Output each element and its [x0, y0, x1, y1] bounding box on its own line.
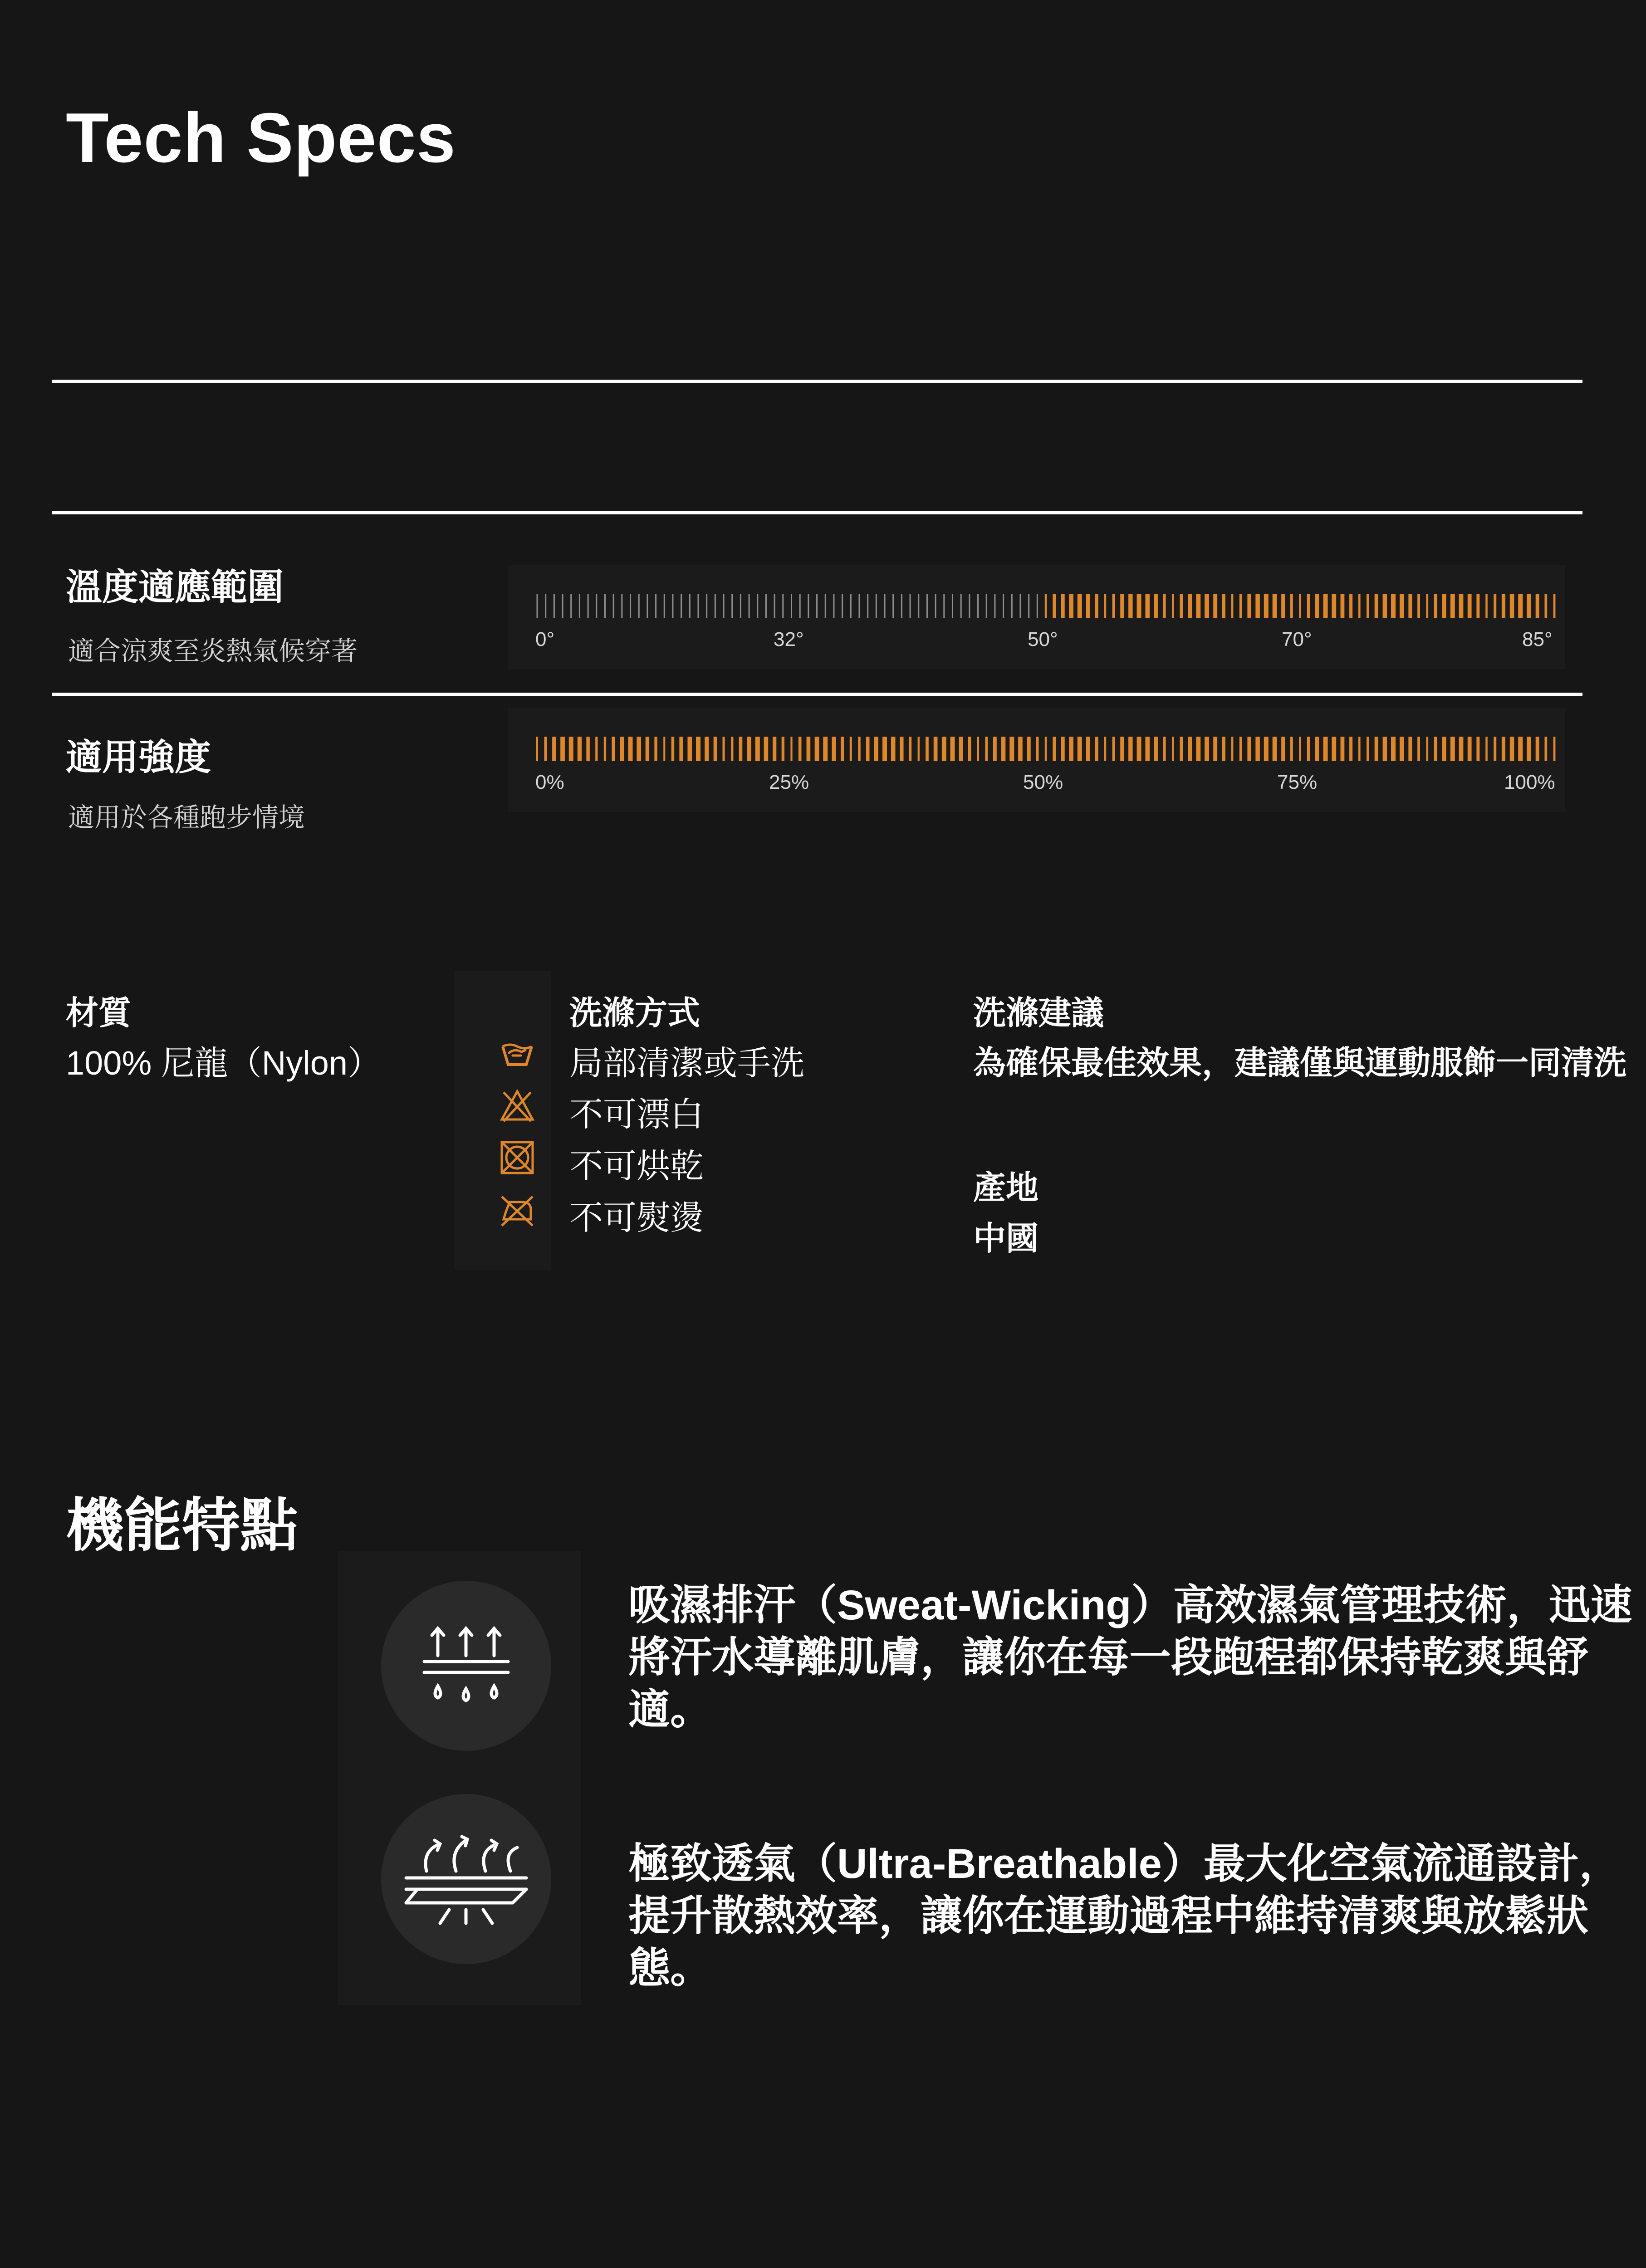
temperature-tick-label: 85° [1522, 628, 1553, 650]
care-label: 洗滌方式 [569, 995, 701, 1031]
care-item: 不可烘乾 [569, 1147, 704, 1185]
intensity-tick-label: 50% [1023, 771, 1063, 793]
temperature-tick-label: 0° [535, 628, 555, 650]
intensity-subtitle: 適用於各種跑步情境 [68, 803, 305, 832]
features-title: 機能特點 [66, 1493, 299, 1558]
temperature-tick-label: 70° [1282, 628, 1312, 650]
hand-wash-icon [499, 1036, 535, 1073]
page-title: Tech Specs [66, 98, 456, 177]
intensity-tick-label: 25% [769, 771, 809, 793]
intensity-title: 適用強度 [66, 737, 211, 777]
breathable-badge [381, 1794, 551, 1964]
material-label: 材質 [66, 995, 132, 1031]
divider-top [52, 380, 1582, 383]
care-item: 不可熨燙 [569, 1199, 704, 1237]
intensity-gauge [508, 708, 1565, 812]
temperature-scale [535, 592, 1556, 624]
divider-section [52, 511, 1582, 514]
temperature-tick-label: 32° [774, 628, 804, 650]
care-icons-panel [454, 971, 551, 1270]
intensity-tick-label: 100% [1504, 771, 1555, 793]
no-tumble-dry-icon [499, 1139, 535, 1176]
material-value: 100% 尼龍（Nylon） [66, 1044, 382, 1082]
origin-label: 產地 [973, 1170, 1039, 1206]
intensity-scale [535, 735, 1556, 767]
advice-label: 洗滌建議 [973, 995, 1104, 1031]
care-item: 不可漂白 [569, 1095, 704, 1133]
advice-value: 為確保最佳效果，建議僅與運動服飾一同清洗 [973, 1045, 1627, 1081]
intensity-tick-label: 75% [1277, 771, 1318, 793]
temperature-title: 溫度適應範圍 [66, 567, 284, 607]
temperature-subtitle: 適合涼爽至炎熱氣候穿著 [68, 636, 358, 666]
sweat-wicking-icon [381, 1581, 551, 1751]
features-icons-panel [338, 1551, 581, 2005]
temperature-tick-label: 50° [1028, 628, 1058, 650]
temperature-gauge [508, 565, 1565, 669]
origin-value: 中國 [973, 1221, 1039, 1257]
intensity-tick-label: 0% [535, 771, 564, 793]
feature-breathable: 極致透氣（Ultra-Breathable）最大化空氣流通設計，提升散熱效率，讓你在運動過程中維持清爽與放鬆狀態。 [628, 1841, 1621, 1991]
divider-gauges [52, 693, 1582, 696]
care-item: 局部清潔或手洗 [569, 1044, 804, 1082]
breathable-icon [381, 1794, 551, 1964]
no-iron-icon [499, 1191, 535, 1227]
feature-sweat-wicking: 吸濕排汗（Sweat-Wicking）高效濕氣管理技術，迅速將汗水導離肌膚，讓你在每一段跑程都保持乾爽與舒適。 [628, 1582, 1632, 1733]
no-bleach-icon [499, 1088, 535, 1124]
sweat-wicking-badge [381, 1581, 551, 1751]
